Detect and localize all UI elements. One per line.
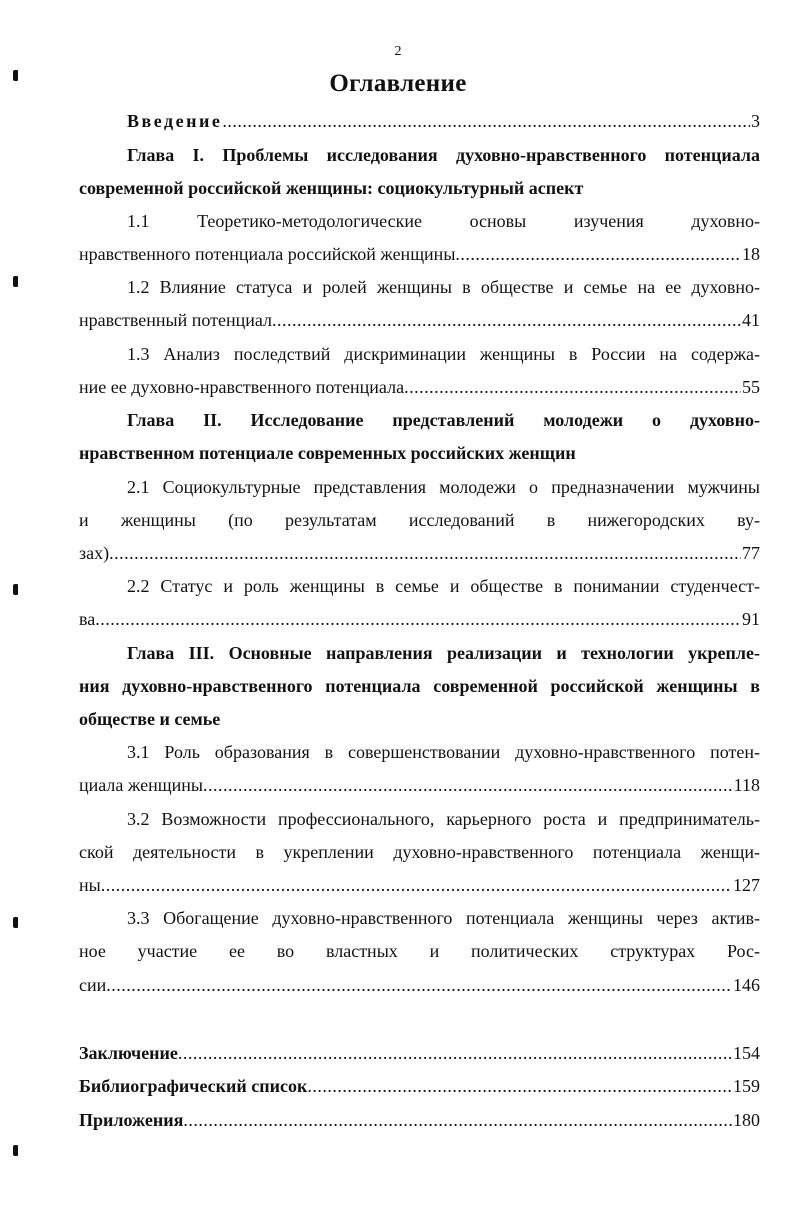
entry-page: 127 (733, 875, 760, 895)
toc-entry-2-1-cont: и женщины (по результатам исследований в нижегородских ву- (79, 510, 760, 530)
entry-label: нравственный потенциал (79, 310, 273, 330)
leader-dots (222, 105, 750, 138)
toc-entry-2-1: 2.1 Социокультурные представления молодежи о предназначении мужчины (127, 477, 760, 497)
toc-entry-3-3: 3.3 Обогащение духовно-нравственного потенциала женщины через актив- (127, 908, 760, 928)
entry-page: 146 (733, 975, 760, 995)
binding-mark (13, 917, 18, 928)
entry-label: Приложения (79, 1110, 184, 1130)
toc-entry-1-1: 1.1 Теоретико-методологические основы изучения духовно- (127, 211, 760, 231)
chapter-3-title-cont: ния духовно-нравственного потенциала современной российской женщины в (79, 676, 760, 696)
toc-entry-bibliography[interactable] (79, 1070, 764, 1103)
entry-label: зах) (79, 543, 110, 563)
leader-dots (109, 537, 741, 570)
toc-entry-2-2-leader[interactable] (79, 603, 760, 636)
chapter-2-title: Глава II. Исследование представлений молодежи о духовно- (127, 410, 760, 430)
binding-mark (13, 276, 18, 287)
toc-entry-1-1-leader[interactable] (79, 238, 769, 271)
chapter-2-title-cont: нравственном потенциале современных российских женщин (79, 443, 576, 463)
entry-page: 159 (733, 1076, 760, 1096)
leader-dots (95, 603, 741, 636)
page-number: 2 (394, 44, 402, 59)
entry-label: Заключение (79, 1043, 178, 1063)
entry-page: 55 (742, 377, 760, 397)
toc-entry-2-2: 2.2 Статус и роль женщины в семье и обществе в понимании студенчест- (127, 576, 760, 596)
toc-entry-2-1-leader[interactable] (79, 537, 760, 570)
entry-label: Библиографический список (79, 1076, 308, 1096)
binding-mark (13, 584, 18, 595)
leader-dots (455, 238, 741, 271)
chapter-1-title-cont: современной российской женщины: социокультурный аспект (79, 178, 584, 198)
leader-dots (106, 969, 732, 1002)
toc-entry-conclusion[interactable] (79, 1037, 764, 1070)
toc-entry-introduction[interactable] (127, 105, 764, 138)
toc-entry-appendices[interactable] (79, 1104, 764, 1137)
entry-page: 41 (742, 310, 760, 330)
entry-page: 18 (742, 244, 760, 264)
entry-label: циала женщины (79, 775, 203, 795)
entry-label: сии (79, 975, 107, 995)
entry-page: 77 (742, 543, 760, 563)
binding-mark (13, 1145, 18, 1156)
toc-entry-3-2: 3.2 Возможности профессионального, карьерного роста и предприниматель- (127, 809, 760, 829)
leader-dots (178, 1037, 732, 1070)
leader-dots (183, 1104, 732, 1137)
entry-page: 118 (733, 775, 760, 795)
toc-entry-3-1-leader[interactable] (79, 769, 760, 802)
toc-entry-1-2: 1.2 Влияние статуса и ролей женщины в обществе и семье на ее духовно- (127, 277, 760, 297)
entry-label: Введение (127, 111, 223, 131)
toc-entry-3-3-leader[interactable] (79, 969, 760, 1002)
page-title: Оглавление (329, 70, 467, 97)
entry-label: ние ее духовно-нравственного потенциала (79, 377, 405, 397)
entry-label: ва (79, 609, 96, 629)
chapter-3-title: Глава III. Основные направления реализации и технологии укрепле- (127, 643, 760, 663)
leader-dots (101, 869, 732, 902)
leader-dots (203, 769, 733, 802)
leader-dots (307, 1070, 732, 1103)
entry-page: 3 (751, 111, 760, 131)
toc-entry-1-3-leader[interactable] (79, 371, 760, 404)
leader-dots (404, 371, 741, 404)
entry-label: ны (79, 875, 101, 895)
leader-dots (272, 304, 741, 337)
chapter-3-title-end: обществе и семье (79, 709, 221, 729)
toc-entry-1-2-leader[interactable] (79, 304, 760, 337)
entry-page: 180 (733, 1110, 760, 1130)
entry-page: 91 (742, 609, 760, 629)
toc-entry-3-1: 3.1 Роль образования в совершенствовании духовно-нравственного потен- (127, 742, 760, 762)
entry-label: нравственного потенциала российской женщины (79, 244, 456, 264)
toc-entry-3-3-cont: ное участие ее во властных и политических структурах Рос- (79, 941, 760, 961)
toc-entry-3-2-leader[interactable] (79, 869, 760, 902)
entry-page: 154 (733, 1043, 760, 1063)
toc-entry-1-3: 1.3 Анализ последствий дискриминации женщины в России на содержа- (127, 344, 760, 364)
chapter-1-title: Глава I. Проблемы исследования духовно-нравственного потенциала (127, 145, 760, 165)
toc-entry-3-2-cont: ской деятельности в укреплении духовно-нравственного потенциала женщи- (79, 842, 760, 862)
